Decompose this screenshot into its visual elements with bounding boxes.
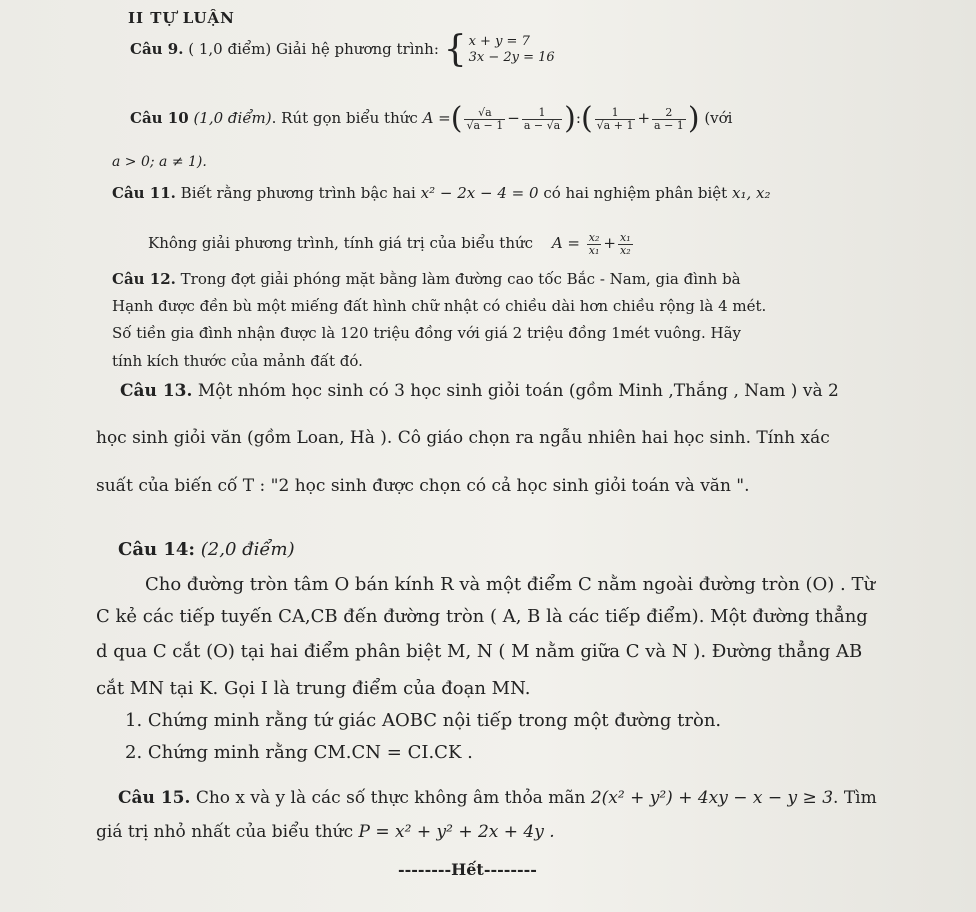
q15-condition-expr: 2(x² + y²) + 4xy − x − y ≥ 3: [590, 788, 834, 808]
q14-line4: cắt MN tại K. Gọi I là trung điểm của đoạn MN.: [96, 678, 531, 699]
q10-points: (1,0 điểm): [193, 109, 272, 127]
q15-line1: [118, 788, 877, 808]
q10-frac-4: [652, 107, 686, 132]
q14-heading: [118, 540, 295, 560]
q15-line2-text: giá trị nhỏ nhất của biểu thức: [96, 822, 354, 842]
left-paren: (: [580, 101, 593, 136]
frac-den: x₁: [588, 243, 600, 257]
q10-suffix: (với: [704, 109, 733, 127]
q10-label: Câu 10: [130, 109, 189, 127]
system-brace: {: [443, 29, 467, 70]
q11-text2: có hai nghiệm phân biệt: [543, 184, 728, 202]
q15-target-expr: P = x² + y² + 2x + 4y .: [358, 822, 555, 842]
q10-div: :: [575, 109, 581, 127]
q10-condition: a > 0; a ≠ 1).: [112, 154, 207, 170]
frac-num: 2: [652, 107, 686, 120]
frac-num: x₂: [588, 230, 600, 244]
q12-line1-text: Trong đợt giải phóng mặt bằng làm đường cao tốc Bắc - Nam, gia đình bà: [180, 270, 741, 288]
q13-line1-text: Một nhóm học sinh có 3 học sinh giỏi toán (gồm Minh ,Thắng , Nam ) và 2: [197, 381, 839, 401]
q10-text: . Rút gọn biểu thức: [271, 109, 418, 127]
q11-text: Biết rằng phương trình bậc hai: [180, 184, 416, 202]
left-paren: (: [450, 101, 463, 136]
q9-system: [469, 34, 555, 66]
footer-end: --------Hết--------: [398, 860, 537, 879]
question-9: [130, 29, 555, 90]
q13-line2: học sinh giỏi văn (gồm Loan, Hà ). Cô giáo chọn ra ngẫu nhiên hai học sinh. Tính xác: [96, 428, 830, 448]
section-title: II TỰ LUẬN: [128, 9, 235, 27]
frac-num: x₁: [619, 230, 631, 244]
q13-line1: [120, 381, 839, 401]
frac-den: √a + 1: [596, 118, 634, 132]
frac-num: 1: [522, 107, 562, 120]
q11-frac-1: [587, 232, 602, 257]
q10-minus: −: [507, 109, 520, 127]
q10-frac-3: [595, 107, 636, 132]
question-11: [112, 183, 770, 203]
q11-label: Câu 11.: [112, 184, 176, 202]
q12-label: Câu 12.: [112, 270, 176, 288]
q9-eq2: 3x − 2y = 16: [468, 50, 555, 65]
q10-plus: +: [637, 109, 651, 127]
q11-roots: x₁, x₂: [732, 184, 771, 202]
q12-line4: tính kích thước của mảnh đất đó.: [112, 352, 363, 370]
q9-eq1: x + y = 7: [468, 34, 530, 49]
frac-den: a − √a: [523, 118, 561, 132]
q14-line2: C kẻ các tiếp tuyến CA,CB đến đường tròn ( A, B là các tiếp điểm). Một đường thẳng: [96, 606, 868, 627]
q11-frac-2: [618, 232, 633, 257]
q9-label: Câu 9.: [130, 40, 184, 58]
q14-line1: Cho đường tròn tâm O bán kính R và một điểm C nằm ngoài đường tròn (O) . Từ: [145, 574, 876, 595]
q10-frac-2: [522, 107, 562, 132]
q11-line2: [148, 226, 635, 260]
q14-line3: d qua C cắt (O) tại hai điểm phân biệt M, N ( M nằm giữa C và N ). Đường thẳng AB: [96, 641, 863, 662]
q13-line3: suất của biến cố T : "2 học sinh được chọn có cả học sinh giỏi toán và văn ".: [96, 476, 750, 496]
q9-text: ( 1,0 điểm) Giải hệ phương trình:: [188, 40, 439, 58]
right-paren: ): [687, 101, 700, 136]
q14-item2: 2. Chứng minh rằng CM.CN = CI.CK .: [125, 742, 473, 763]
q14-label: Câu 14:: [118, 539, 196, 560]
q14-points: (2,0 điểm): [200, 539, 295, 560]
q15-line2: [96, 822, 555, 842]
question-10: [130, 96, 732, 140]
q13-label: Câu 13.: [120, 381, 193, 401]
q12-line1: [112, 269, 741, 289]
frac-den: a − 1: [654, 118, 684, 132]
q10-lhs: A =: [422, 109, 451, 127]
right-paren: ): [564, 101, 576, 136]
frac-num: 1: [595, 107, 636, 120]
q12-line3: Số tiền gia đình nhận được là 120 triệu đồng với giá 2 triệu đồng 1mét vuông. Hãy: [112, 324, 741, 342]
q11-line2-text: Không giải phương trình, tính giá trị của biểu thức: [148, 234, 534, 252]
q11-equation: x² − 2x − 4 = 0: [420, 184, 539, 202]
q11-plus: +: [603, 234, 616, 252]
q14-item1: 1. Chứng minh rằng tứ giác AOBC nội tiếp trong một đường tròn.: [125, 710, 722, 731]
frac-den: √a − 1: [466, 118, 504, 132]
q15-label: Câu 15.: [118, 788, 191, 808]
q15-line1-text: Cho x và y là các số thực không âm thỏa mãn: [195, 788, 586, 808]
q11-lhs: A =: [551, 234, 580, 252]
frac-num: √a: [464, 107, 505, 120]
q15-line1-end: . Tìm: [833, 788, 877, 808]
frac-den: x₂: [619, 243, 631, 257]
q10-frac-1: [464, 107, 505, 132]
q12-line2: Hạnh được đền bù một miếng đất hình chữ nhật có chiều dài hơn chiều rộng là 4 mét.: [112, 297, 767, 315]
